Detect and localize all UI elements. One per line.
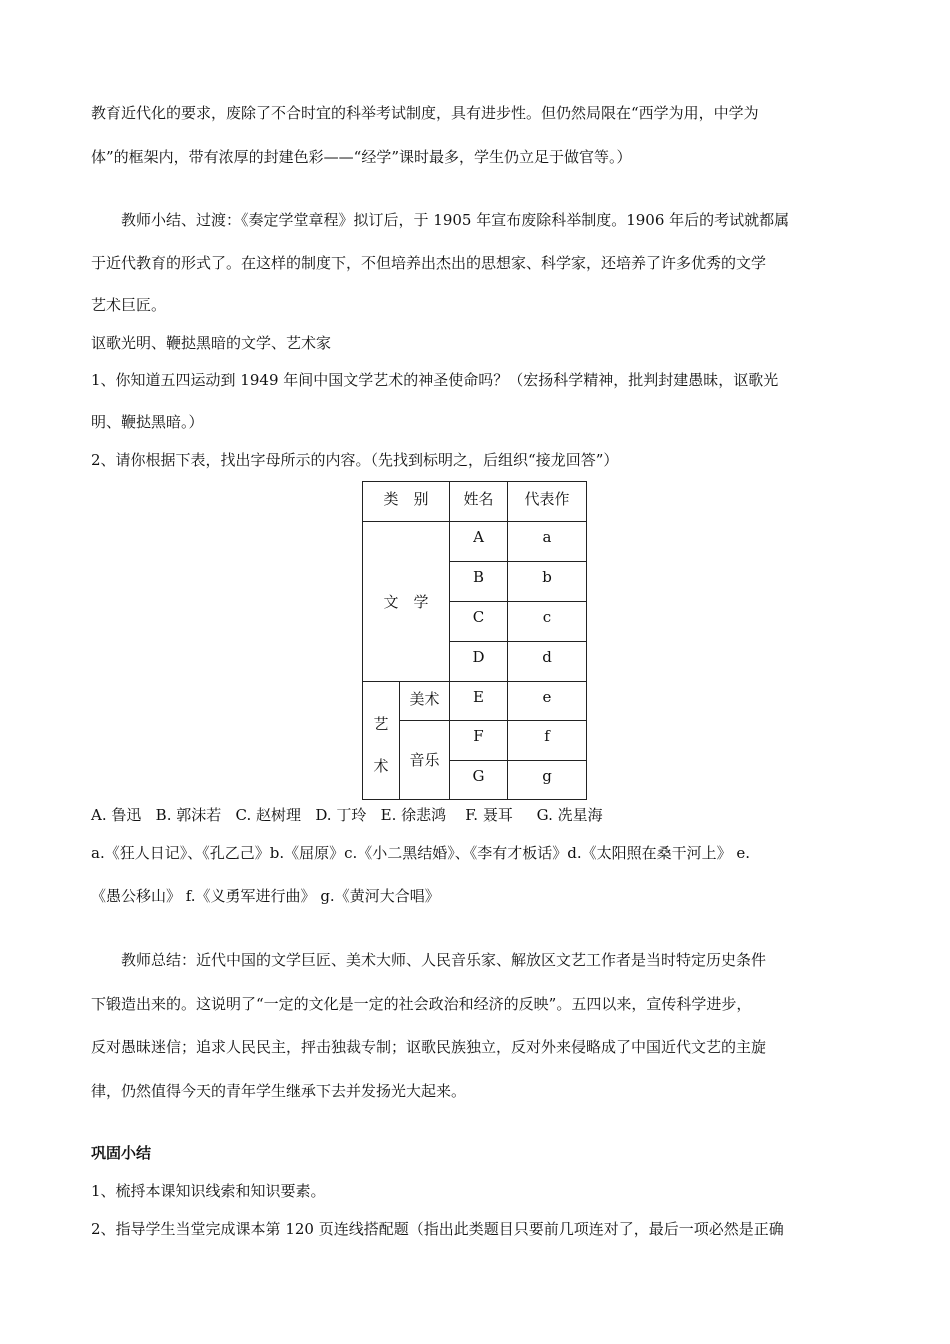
table-cell-name: C: [450, 602, 508, 642]
table-cell-name: D: [450, 642, 508, 682]
paragraph-line: 教师小结、过渡：《奏定学堂章程》拟订后，于 1905 年宣布废除科举制度。1906 年后的考试就都属: [121, 211, 790, 229]
category-art-char-1: 艺: [373, 714, 389, 733]
category-art: [363, 682, 400, 800]
table-cell-name: E: [450, 682, 508, 721]
table-cell-work: c: [508, 602, 587, 642]
question-line: 2、请你根据下表，找出字母所示的内容。（先找到标明之，后组织“接龙回答”）: [91, 451, 619, 469]
summary-item: 1、梳捋本课知识线索和知识要素。: [91, 1182, 326, 1200]
table-cell-work: e: [508, 682, 587, 721]
paragraph-line: 教育近代化的要求，废除了不合时宜的科举考试制度，具有进步性。但仍然局限在“西学为用，中学为: [91, 104, 759, 122]
header-work: 代表作: [508, 482, 587, 522]
paragraph-line: 律，仍然值得今天的青年学生继承下去并发扬光大起来。: [91, 1082, 467, 1100]
question-line: 1、你知道五四运动到 1949 年间中国文学艺术的神圣使命吗？（宏扬科学精神，批判封建愚昧，讴歌光: [91, 371, 779, 389]
section-heading: 巩固小结: [91, 1144, 152, 1162]
table-cell-work: a: [508, 522, 587, 562]
subcategory-fine-art: 美术: [400, 682, 450, 721]
table-cell-name: G: [450, 761, 508, 800]
works-list-line: 《愚公移山》 f.《义勇军进行曲》 g.《黄河大合唱》: [91, 887, 440, 905]
subcategory-music: 音乐: [400, 721, 450, 800]
table-cell-name: F: [450, 721, 508, 761]
category-art-char-2: 术: [373, 756, 389, 775]
paragraph-line: 体”的框架内，带有浓厚的封建色彩——“经学”课时最多，学生仍立足于做官等。）: [91, 148, 632, 166]
names-list: A. 鲁迅 B. 郭沫若 C. 赵树理 D. 丁玲 E. 徐悲鸿 F. 聂耳 G. 冼星海: [91, 806, 603, 824]
table-cell-work: f: [508, 721, 587, 761]
header-category: 类 别: [363, 482, 450, 522]
paragraph-line: 教师总结：近代中国的文学巨匠、美术大师、人民音乐家、解放区文艺工作者是当时特定历史条件: [121, 951, 767, 969]
table-cell-name: A: [450, 522, 508, 562]
works-table: [362, 481, 587, 800]
summary-item: 2、指导学生当堂完成课本第 120 页连线搭配题（指出此类题目只要前几项连对了，最后一项必然是正确: [91, 1220, 784, 1238]
table-cell-work: b: [508, 562, 587, 602]
paragraph-line: 于近代教育的形式了。在这样的制度下，不但培养出杰出的思想家、科学家，还培养了许多优秀的文学: [91, 254, 767, 272]
category-literature: 文 学: [363, 522, 450, 682]
section-heading: 讴歌光明、鞭挞黑暗的文学、艺术家: [91, 334, 332, 352]
paragraph-line: 艺术巨匠。: [91, 296, 167, 314]
paragraph-line: 反对愚昧迷信；追求人民民主，抨击独裁专制；讴歌民族独立，反对外来侵略成了中国近代文艺的主旋: [91, 1038, 767, 1056]
header-name: 姓名: [450, 482, 508, 522]
question-line: 明、鞭挞黑暗。）: [91, 413, 204, 431]
paragraph-line: 下锻造出来的。这说明了“一定的文化是一定的社会政治和经济的反映”。五四以来，宣传科学进步，: [91, 995, 752, 1013]
works-list-line: a.《狂人日记》、《孔乙己》b.《屈原》c.《小二黑结婚》、《李有才板话》d.《太阳照在桑干河上》 e.: [91, 844, 751, 862]
table-cell-work: d: [508, 642, 587, 682]
table-cell-name: B: [450, 562, 508, 602]
table-cell-work: g: [508, 761, 587, 800]
